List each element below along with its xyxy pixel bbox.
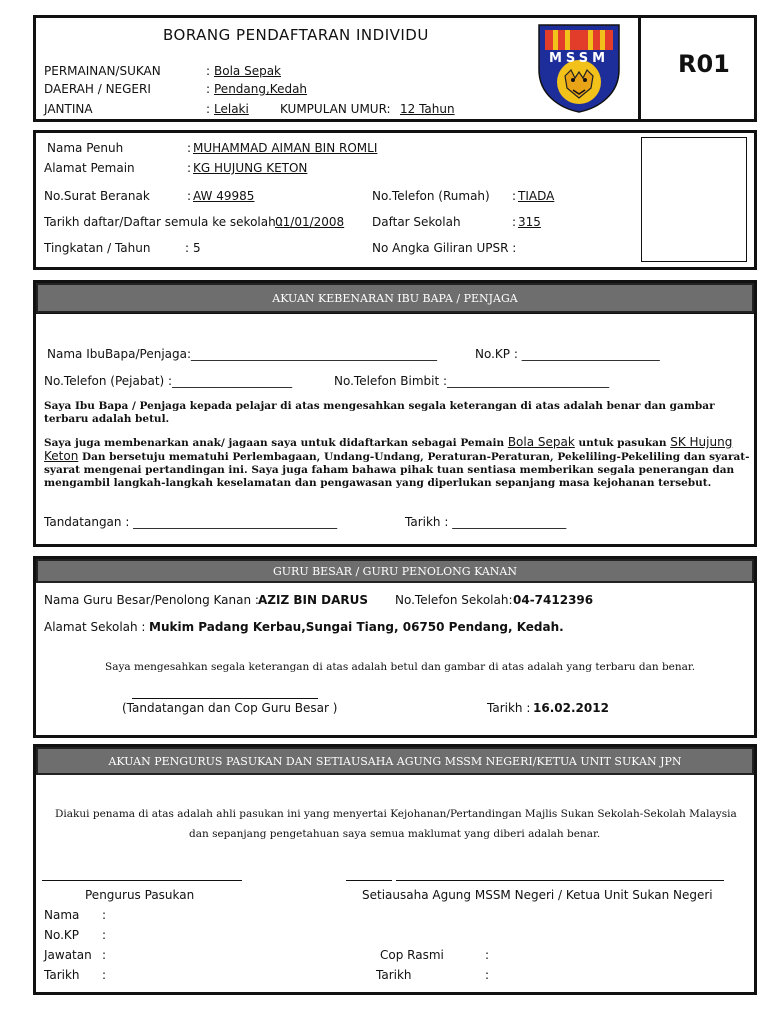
headmaster-sign-rule [132,698,318,699]
photo-box [641,137,747,262]
home-phone-sep: : [512,189,517,203]
district-value: Pendang,Kedah [214,82,308,96]
headmaster-band: GURU BESAR / GURU PENOLONG KANAN [36,559,754,583]
address-label: Alamat Pemain [44,161,135,175]
upsr-label: No Angka Giliran UPSR : [372,241,517,255]
form-title: BORANG PENDAFTARAN INDIVIDU [163,26,429,44]
header-divider [638,15,641,122]
district-sep: : [206,82,211,96]
address-value: KG HUJUNG KETON [193,161,308,175]
full-name-label: Nama Penuh [47,141,124,155]
secretary-sign-rule-b [396,880,724,881]
district-label: DAERAH / NEGERI [44,82,151,96]
manager-statement-1: Diakui penama di atas adalah ahli pasukan ini yang menyertai Kejohanan/Pertandingan Majlis Sukan Sekolah-Sekolah Malaysia [55,808,737,820]
headmaster-name-label: Nama Guru Besar/Penolong Kanan : [44,593,259,607]
secretary-date-label: Tarikh [376,968,412,982]
secretary-sign-rule-a [346,880,392,881]
field-kp-sep: : [102,928,107,942]
decl2-part-c: Dan bersetuju mematuhi Perlembagaan, Undang-Undang, Peraturan-Peraturan, Pekeliling-Pekeliling dan syarat-syarat mengenai pertandingan ini. Saya juga faham bahawa pihak tuan sentiasa memberikan segala penerangan dan mengambil langkah-langkah keselamatan dan pengawasan yang diperlukan sepanjang masa kejohanan tersebut. [44,451,750,489]
gender-label: JANTINA [44,102,93,116]
grade-label: Tingkatan / Tahun [44,241,151,255]
field-position-sep: : [102,948,107,962]
decl2-team: SK Hujung Keton [44,435,733,463]
field-name-sep: : [102,908,107,922]
parent-name-line: Nama IbuBapa/Penjaga:_________________________________________ [47,347,438,361]
parent-declaration-2 [44,436,750,490]
school-date-value: 01/01/2008 [275,215,345,229]
field-name-label: Nama [44,908,80,922]
parent-kp-line: No.KP : _______________________ [475,347,660,361]
field-position-label: Jawatan [44,948,92,962]
parent-sign-line: Tandatangan : __________________________________ [44,515,338,529]
logo-text: MSSM [549,51,610,66]
sport-label: PERMAINAN/SUKAN [44,64,161,78]
secretary-title: Setiausaha Agung MSSM Negeri / Ketua Unit Sukan Negeri [362,888,713,902]
headmaster-name-value: AZIZ BIN DARUS [258,593,369,607]
field-date-label: Tarikh [44,968,80,982]
official-stamp-sep: : [485,948,490,962]
field-date-sep: : [102,968,107,982]
headmaster-sign-label: (Tandatangan dan Cop Guru Besar ) [122,701,338,715]
parent-band-rule [36,313,754,314]
parent-band: AKUAN KEBENARAN IBU BAPA / PENJAGA [36,283,754,313]
manager-title: Pengurus Pasukan [85,888,195,902]
age-group-label: KUMPULAN UMUR: [280,102,391,116]
mobile-phone-line: No.Telefon Bimbit :___________________________ [334,374,610,388]
school-address-value: Mukim Padang Kerbau,Sungai Tiang, 06750 Pendang, Kedah. [149,620,564,634]
school-address-label: Alamat Sekolah : [44,620,146,634]
school-phone-label: No.Telefon Sekolah: [395,593,513,607]
secretary-date-sep: : [485,968,490,982]
mssm-logo [535,22,623,114]
headmaster-date-label: Tarikh : [487,701,531,715]
full-name-value: MUHAMMAD AIMAN BIN ROMLI [193,141,378,155]
birth-cert-value: AW 49985 [193,189,255,203]
manager-band: AKUAN PENGURUS PASUKAN DAN SETIAUSAHA AGUNG MSSM NEGERI/KETUA UNIT SUKAN JPN [36,747,754,775]
home-phone-value: TIADA [518,189,555,203]
school-phone-value: 04-7412396 [513,593,594,607]
sport-sep: : [206,64,211,78]
grade-value: 5 [193,241,201,255]
parent-declaration-1: Saya Ibu Bapa / Penjaga kepada pelajar di atas mengesahkan segala keterangan di atas adalah benar dan gambar terbaru adalah betul. [44,400,715,425]
birth-cert-sep: : [187,189,192,203]
headmaster-date-value: 16.02.2012 [533,701,609,715]
decl2-part-a: Saya juga membenarkan anak/ jagaan saya untuk didaftarkan sebagai Pemain [44,437,505,449]
manager-sign-rule [42,880,242,881]
decl2-sport: Bola Sepak [507,435,575,449]
official-stamp-label: Cop Rasmi [380,948,444,962]
address-sep: : [187,161,192,175]
school-reg-sep: : [512,215,517,229]
office-phone-line: No.Telefon (Pejabat) :____________________ [44,374,293,388]
age-group-value: 12 Tahun [400,102,455,116]
school-reg-value: 315 [518,215,541,229]
grade-sep: : [185,241,190,255]
decl2-part-b: untuk pasukan [578,437,667,449]
field-kp-label: No.KP [44,928,80,942]
birth-cert-label: No.Surat Beranak [44,189,150,203]
full-name-sep: : [187,141,192,155]
home-phone-label: No.Telefon (Rumah) [372,189,490,203]
school-date-label: Tarikh daftar/Daftar semula ke sekolah : [44,215,284,229]
manager-statement-2: dan sepanjang pengetahuan saya semua maklumat yang diberi adalah benar. [189,828,601,840]
school-reg-label: Daftar Sekolah [372,215,461,229]
form-code: R01 [678,50,730,78]
sport-value: Bola Sepak [214,64,281,78]
parent-date-line: Tarikh : ___________________ [405,515,567,529]
gender-sep: : [206,102,211,116]
headmaster-statement: Saya mengesahkan segala keterangan di atas adalah betul dan gambar di atas adalah yang terbaru dan benar. [105,661,696,673]
gender-value: Lelaki [214,102,249,116]
